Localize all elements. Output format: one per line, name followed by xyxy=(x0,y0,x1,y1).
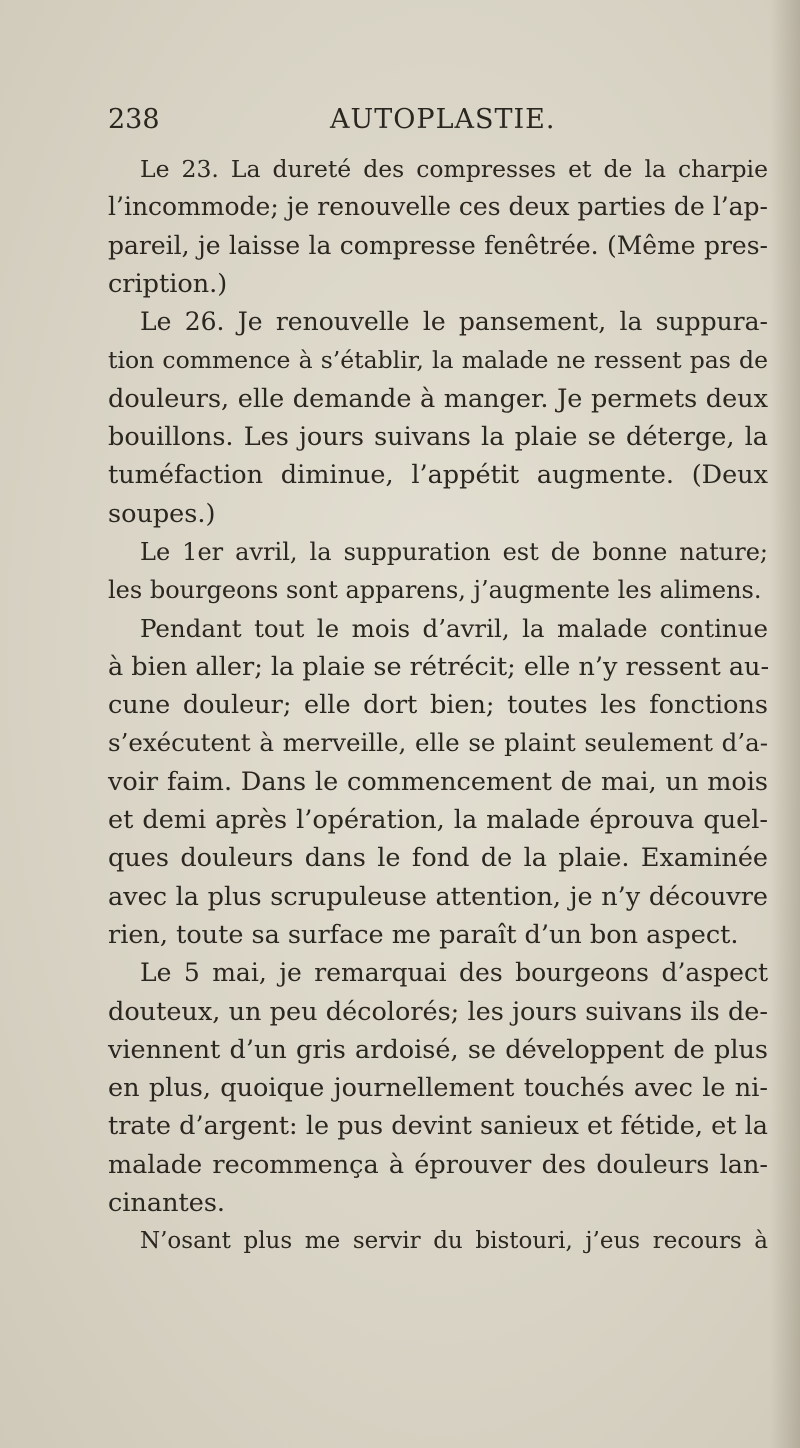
paragraph-4 xyxy=(108,610,768,955)
text-line: l’incommode; je renouvelle ces deux parties de l’ap- xyxy=(108,192,768,222)
text-line: avec la plus scrupuleuse attention, je n’y découvre xyxy=(108,881,768,912)
text-line: s’exécutent à merveille, elle se plaint seulement d’a- xyxy=(108,728,768,758)
text-line: cinantes. xyxy=(108,1188,226,1219)
text-line: cune douleur; elle dort bien; toutes les fonctions xyxy=(108,690,768,721)
text-line: voir faim. Dans le commencement de mai, un mois xyxy=(108,766,768,797)
text-line: ques douleurs dans le fond de la plaie. Examinée xyxy=(108,843,768,874)
text-line: Le 5 mai, je remarquai des bourgeons d’aspect xyxy=(140,958,768,988)
text-line: Le 23. La dureté des compresses et de la charpie xyxy=(140,155,768,183)
paragraph-2 xyxy=(108,303,768,533)
text-line: et demi après l’opération, la malade éprouva quel- xyxy=(108,805,768,836)
text-line: en plus, quoique journellement touchés avec le ni- xyxy=(108,1073,768,1104)
text-line: Le 1er avril, la suppuration est de bonne nature; xyxy=(140,537,768,566)
page-number: 238 xyxy=(108,104,160,135)
text-line: bouillons. Les jours suivans la plaie se déterge, la xyxy=(108,422,768,453)
text-line: N’osant plus me servir du bistouri, j’eus recours à xyxy=(140,1228,768,1255)
text-line: tion commence à s’établir, la malade ne ressent pas de xyxy=(108,346,768,375)
text-line: tuméfaction diminue, l’appétit augmente. (Deux xyxy=(108,460,768,491)
text-line: les bourgeons sont apparens, j’augmente les alimens. xyxy=(108,576,762,605)
text-line: douleurs, elle demande à manger. Je permets deux xyxy=(108,383,768,414)
text-line: à bien aller; la plaie se rétrécit; elle n’y ressent au- xyxy=(108,651,770,682)
running-head: AUTOPLASTIE. xyxy=(330,104,556,135)
page-header xyxy=(108,104,768,144)
page-edge-shadow xyxy=(770,0,800,1448)
paragraph-6 xyxy=(108,1222,768,1260)
text-line: malade recommença à éprouver des douleurs lan- xyxy=(108,1149,768,1180)
text-line: cription.) xyxy=(108,268,228,299)
text-line: Pendant tout le mois d’avril, la malade continue xyxy=(140,613,768,643)
text-line: douteux, un peu décolorés; les jours suivans ils de- xyxy=(108,996,768,1027)
text-line: rien, toute sa surface me paraît d’un bon aspect. xyxy=(108,919,739,950)
body-text xyxy=(108,150,768,1261)
text-line: pareil, je laisse la compresse fenêtrée. (Même pres- xyxy=(108,230,768,260)
paragraph-5 xyxy=(108,954,768,1222)
paragraph-3 xyxy=(108,533,768,610)
text-line: Le 26. Je renouvelle le pansement, la suppura- xyxy=(140,307,768,337)
text-line: trate d’argent: le pus devint sanieux et fétide, et la xyxy=(108,1111,768,1142)
paragraph-1 xyxy=(108,150,768,303)
text-line: soupes.) xyxy=(108,498,216,529)
text-line: viennent d’un gris ardoisé, se développent de plus xyxy=(108,1034,768,1065)
